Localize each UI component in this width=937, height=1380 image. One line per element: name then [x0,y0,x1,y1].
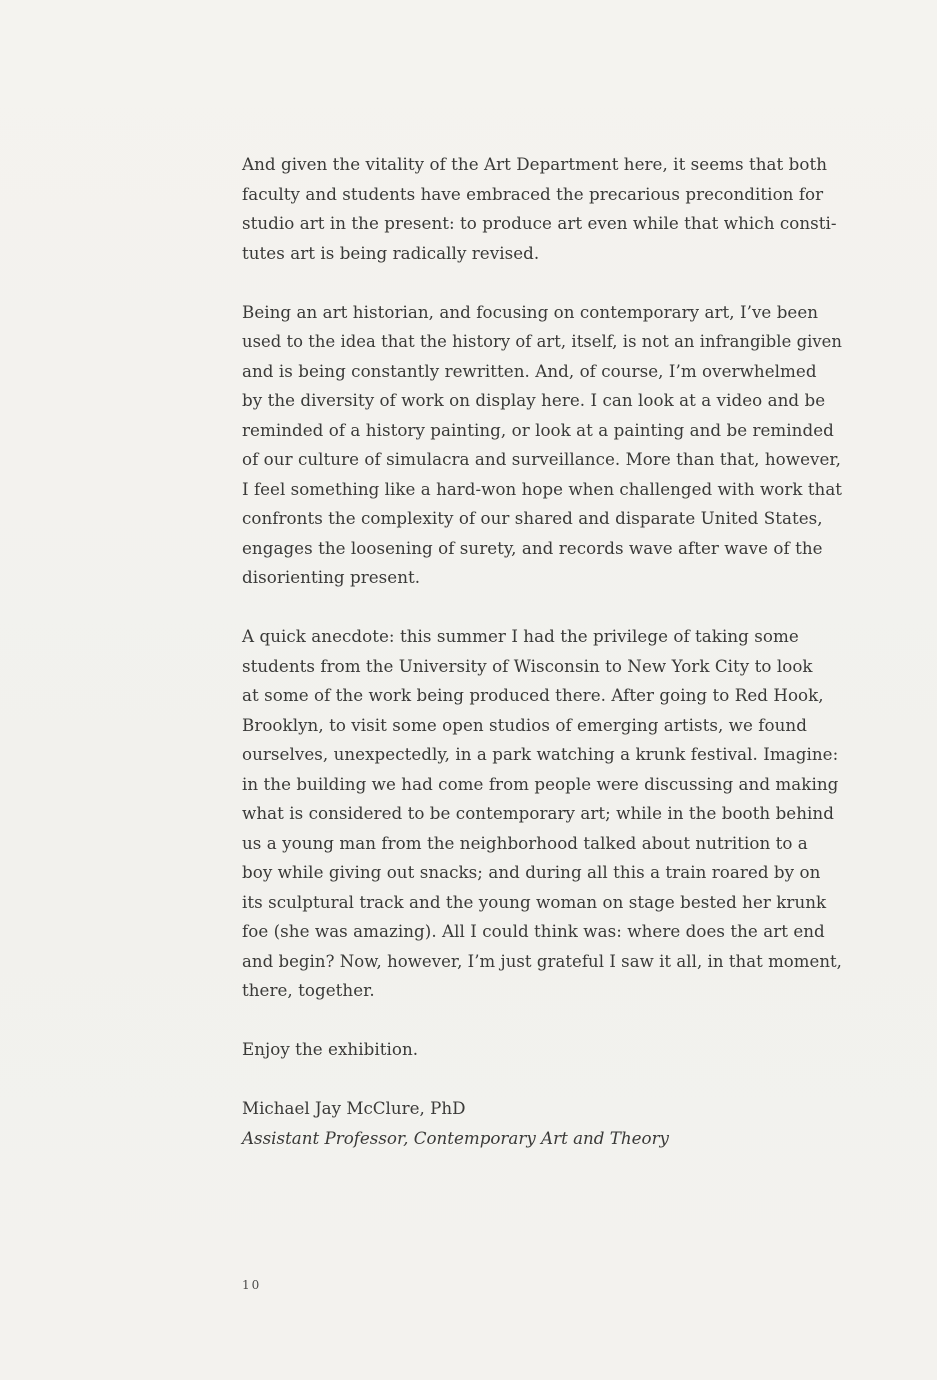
text-line: used to the idea that the history of art, itself, is not an infrangible given [242,331,842,351]
page-number: 10 [242,1278,262,1292]
text-line: I feel something like a hard-won hope when challenged with work that [242,478,843,499]
text-line: studio art in the present: to produce art even while that which consti- [242,213,837,233]
text-line: us a young man from the neighborhood talked about nutrition to a [242,832,808,853]
text-line: And given the vitality of the Art Department here, it seems that both [242,154,828,174]
author-title: Assistant Professor, Contemporary Art and Theory [242,1127,669,1148]
text-line: confronts the complexity of our shared and disparate United States, [242,508,823,528]
text-line: by the diversity of work on display here. I can look at a video and be [242,390,826,410]
text-line: students from the University of Wisconsin to New York City to look [242,655,813,676]
text-line: faculty and students have embraced the precarious precondition for [242,183,824,204]
paragraph-1 [242,150,842,268]
text-line: and begin? Now, however, I’m just grateful I saw it all, in that moment, [242,950,842,971]
text-line: its sculptural track and the young woman on stage bested her krunk [242,891,827,912]
text-line: ourselves, unexpectedly, in a park watching a krunk festival. Imagine: [242,744,839,764]
body-text [242,150,842,1153]
paragraph-3 [242,622,842,1006]
closing-line [242,1035,842,1065]
text-line: boy while giving out snacks; and during all this a train roared by on [242,862,821,882]
author-name: Michael Jay McClure, PhD [242,1098,466,1118]
text-line: what is considered to be contemporary art; while in the booth behind [242,803,834,823]
text-line: Being an art historian, and focusing on contemporary art, I’ve been [242,301,819,322]
signature-block [242,1094,842,1153]
paragraph-2 [242,298,842,593]
text-line: reminded of a history painting, or look at a painting and be reminded [242,419,834,440]
text-line: foe (she was amazing). All I could think was: where does the art end [242,921,825,941]
text-line: at some of the work being produced there. After going to Red Hook, [242,685,824,705]
text-line: in the building we had come from people were discussing and making [242,773,839,794]
text-line: and is being constantly rewritten. And, of course, I’m overwhelmed [242,360,817,381]
text-line: disorienting present. [242,567,421,587]
text-line: engages the loosening of surety, and records wave after wave of the [242,537,823,558]
text-line: Brooklyn, to visit some open studios of emerging artists, we found [242,714,807,735]
text-line: A quick anecdote: this summer I had the privilege of taking some [242,626,799,646]
text-line: Enjoy the exhibition. [242,1039,419,1059]
text-line: there, together. [242,980,375,1000]
text-line: of our culture of simulacra and surveillance. More than that, however, [242,449,841,469]
text-line: tutes art is being radically revised. [242,242,540,263]
